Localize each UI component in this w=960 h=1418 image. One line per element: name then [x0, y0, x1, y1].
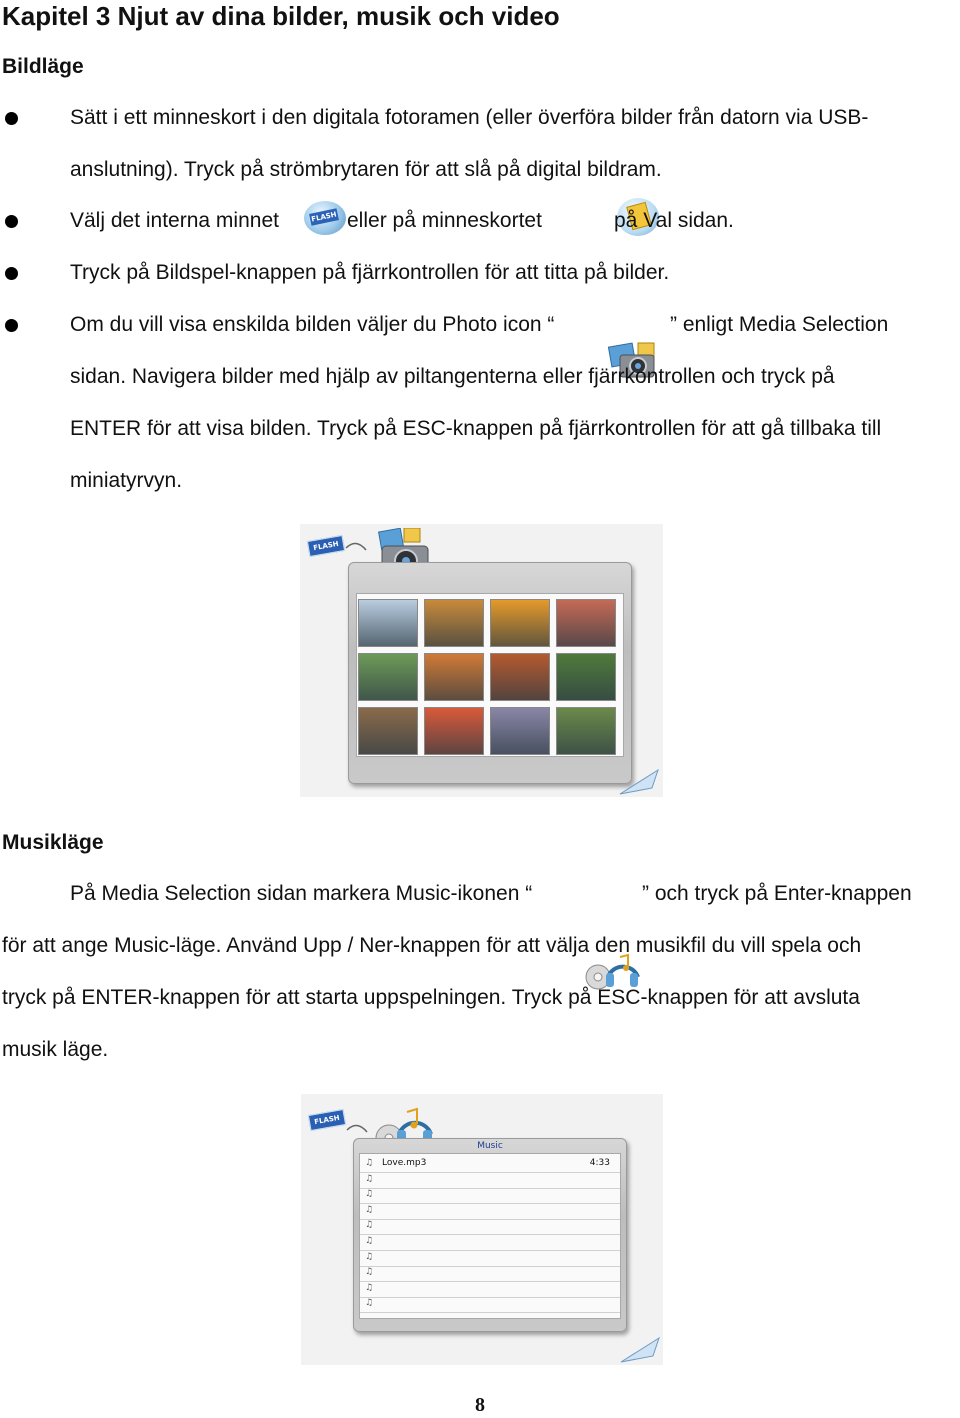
photo-thumbnail[interactable]	[490, 653, 550, 701]
bullet-4-line-4: miniatyrvyn.	[70, 469, 183, 492]
track-row-divider	[360, 1188, 620, 1189]
music-note-icon: ♫	[365, 1220, 374, 1231]
bullet-2-part-2: eller på minneskortet	[347, 209, 542, 232]
bullet-2-part-3: på Val sidan.	[614, 209, 734, 232]
music-line-1-part-2: ” och tryck på Enter-knappen	[642, 882, 912, 905]
track-row-divider	[360, 1172, 620, 1173]
section-heading-photo: Bildläge	[2, 55, 84, 78]
music-note-icon: ♫	[365, 1189, 374, 1200]
music-note-icon: ♫	[365, 1204, 374, 1215]
flash-badge: FLASH	[308, 1109, 346, 1131]
photo-thumbnail[interactable]	[424, 653, 484, 701]
music-mode-screenshot	[301, 1094, 663, 1365]
music-note-icon: ♫	[365, 1298, 374, 1309]
music-note-icon: ♫	[365, 1236, 374, 1246]
bullet-4-line-3: ENTER för att visa bilden. Tryck på ESC-knappen på fjärrkontrollen för att gå tillbaka till	[70, 417, 882, 440]
photo-thumbnail[interactable]	[490, 707, 550, 755]
music-line-4: musik läge.	[2, 1038, 109, 1061]
track-row-divider	[360, 1281, 620, 1282]
bullet-3-line-1: Tryck på Bildspel-knappen på fjärrkontrollen för att titta på bilder.	[70, 261, 670, 284]
bullet	[5, 267, 18, 280]
photo-thumbnail[interactable]	[556, 707, 616, 755]
bullet-4-part-2: ” enligt Media Selection	[670, 313, 889, 336]
page-curl-icon	[619, 1334, 663, 1364]
music-line-1-part-1: På Media Selection sidan markera Music-ikonen “	[70, 882, 533, 905]
section-heading-music: Musikläge	[2, 831, 104, 854]
bullet-1-line-1: Sätt i ett minneskort i den digitala fotoramen (eller överföra bilder från datorn via USB-	[70, 106, 869, 129]
photo-thumbnail[interactable]	[358, 707, 418, 755]
photo-mode-screenshot	[300, 524, 663, 797]
track-row-divider	[360, 1250, 620, 1251]
music-note-icon: ♫	[365, 1158, 374, 1168]
music-note-icon: ♫	[365, 1282, 374, 1293]
track-duration: 4:33	[589, 1158, 610, 1168]
music-note-icon: ♫	[365, 1251, 374, 1262]
music-line-3: tryck på ENTER-knappen för att starta uppspelningen. Tryck på ESC-knappen för att avsluta	[2, 986, 860, 1009]
track-list	[359, 1153, 621, 1319]
bullet-4-part-1: Om du vill visa enskilda bilden väljer du Photo icon “	[70, 313, 555, 336]
bullet-4-line-2: sidan. Navigera bilder med hjälp av piltangenterna eller fjärrkontrollen och tryck på	[70, 365, 835, 388]
photo-thumbnail[interactable]	[556, 653, 616, 701]
music-panel-title: Music	[477, 1141, 503, 1151]
photo-thumbnail[interactable]	[358, 653, 418, 701]
page-curl-icon	[618, 766, 662, 796]
track-name[interactable]: Love.mp3	[382, 1158, 427, 1168]
chapter-title: Kapitel 3 Njut av dina bilder, musik och video	[2, 1, 560, 31]
photo-thumbnail[interactable]	[490, 599, 550, 647]
bullet	[5, 319, 18, 332]
photo-thumbnail[interactable]	[556, 599, 616, 647]
track-row-divider	[360, 1297, 620, 1298]
music-line-2: för att ange Music-läge. Använd Upp / Ner-knappen för att välja den musikfil du vill spela och	[2, 934, 862, 957]
page-number: 8	[475, 1394, 485, 1416]
track-row-divider	[360, 1234, 620, 1235]
music-note-icon: ♫	[365, 1173, 374, 1184]
music-note-icon: ♫	[365, 1267, 374, 1278]
bullet-1-line-2: anslutning). Tryck på strömbrytaren för att slå på digital bildram.	[70, 158, 662, 181]
flash-badge: FLASH	[307, 535, 345, 557]
bullet	[5, 112, 18, 125]
track-row-divider	[360, 1203, 620, 1204]
music-frame	[353, 1138, 627, 1332]
track-row-divider	[360, 1266, 620, 1267]
track-row-divider	[360, 1312, 620, 1313]
track-row-divider	[360, 1219, 620, 1220]
internal-memory-icon	[304, 201, 346, 235]
bullet-2-part-1: Välj det interna minnet	[70, 209, 279, 232]
photo-thumbnail[interactable]	[424, 599, 484, 647]
bullet	[5, 215, 18, 228]
photo-thumbnail[interactable]	[424, 707, 484, 755]
photo-thumbnail[interactable]	[358, 599, 418, 647]
flash-label: FLASH	[309, 208, 339, 226]
